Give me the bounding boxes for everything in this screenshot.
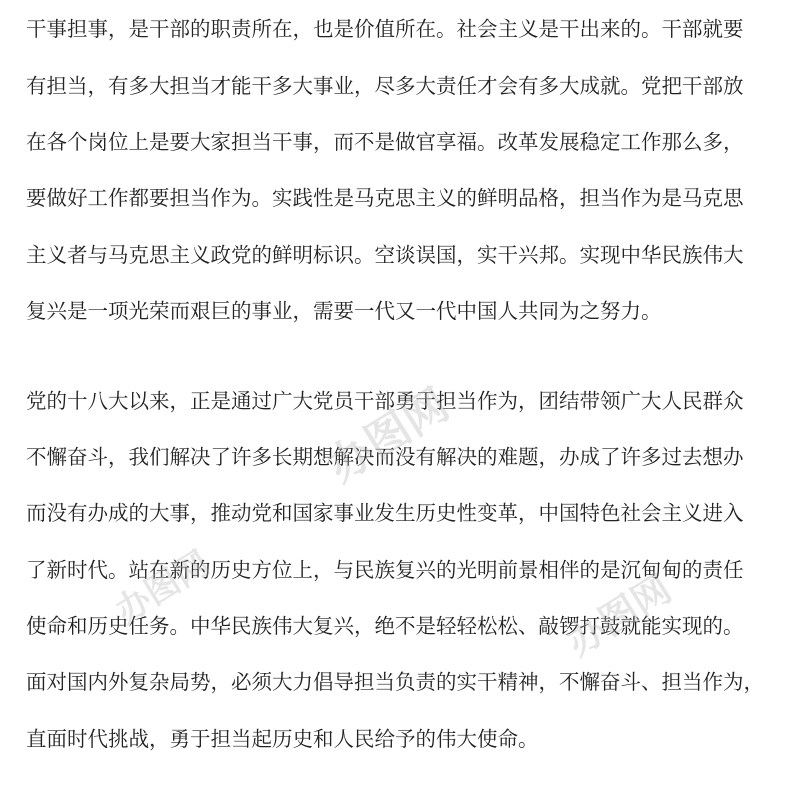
- paragraph-2-line-4: 了新时代。站在新的历史方位上，与民族复兴的光明前景相伴的是沉甸甸的责任: [26, 558, 744, 582]
- paragraph-2-line-2: 不懈奋斗，我们解决了许多长期想解决而没有解决的难题，办成了许多过去想办: [26, 445, 744, 469]
- paragraph-2-line-3: 而没有办成的大事，推动党和国家事业发生历史性变革，中国特色社会主义进入: [26, 501, 744, 525]
- paragraph-1-line-3: 在各个岗位上是要大家担当干事，而不是做官享福。改革发展稳定工作那么多，: [26, 130, 744, 154]
- paragraph-2-line-1: 党的十八大以来，正是通过广大党员干部勇于担当作为，团结带领广大人民群众: [26, 389, 744, 413]
- paragraph-2-line-6: 面对国内外复杂局势，必须大力倡导担当负责的实干精神，不懈奋斗、担当作为，: [26, 670, 764, 694]
- paragraph-2-line-7: 直面时代挑战，勇于担当起历史和人民给予的伟大使命。: [26, 727, 539, 751]
- watermark: 办图网: [318, 379, 458, 493]
- paragraph-1-line-5: 主义者与马克思主义政党的鲜明标识。空谈误国，实干兴邦。实现中华民族伟大: [26, 243, 744, 267]
- watermark: 办图网: [109, 543, 217, 632]
- paragraph-2-line-5: 使命和历史任务。中华民族伟大复兴，绝不是轻轻松松、敲锣打鼓就能实现的。: [26, 614, 744, 638]
- paragraph-1-line-6: 复兴是一项光荣而艰巨的事业，需要一代又一代中国人共同为之努力。: [26, 299, 662, 323]
- paragraph-1-line-2: 有担当，有多大担当才能干多大事业，尽多大责任才会有多大成就。党把干部放: [26, 74, 744, 98]
- paragraph-1-line-1: 干事担事，是干部的职责所在，也是价值所在。社会主义是干出来的。干部就要: [26, 17, 744, 41]
- paragraph-1-line-4: 要做好工作都要担当作为。实践性是马克思主义的鲜明品格，担当作为是马克思: [26, 186, 744, 210]
- watermark: 办图网: [558, 566, 679, 665]
